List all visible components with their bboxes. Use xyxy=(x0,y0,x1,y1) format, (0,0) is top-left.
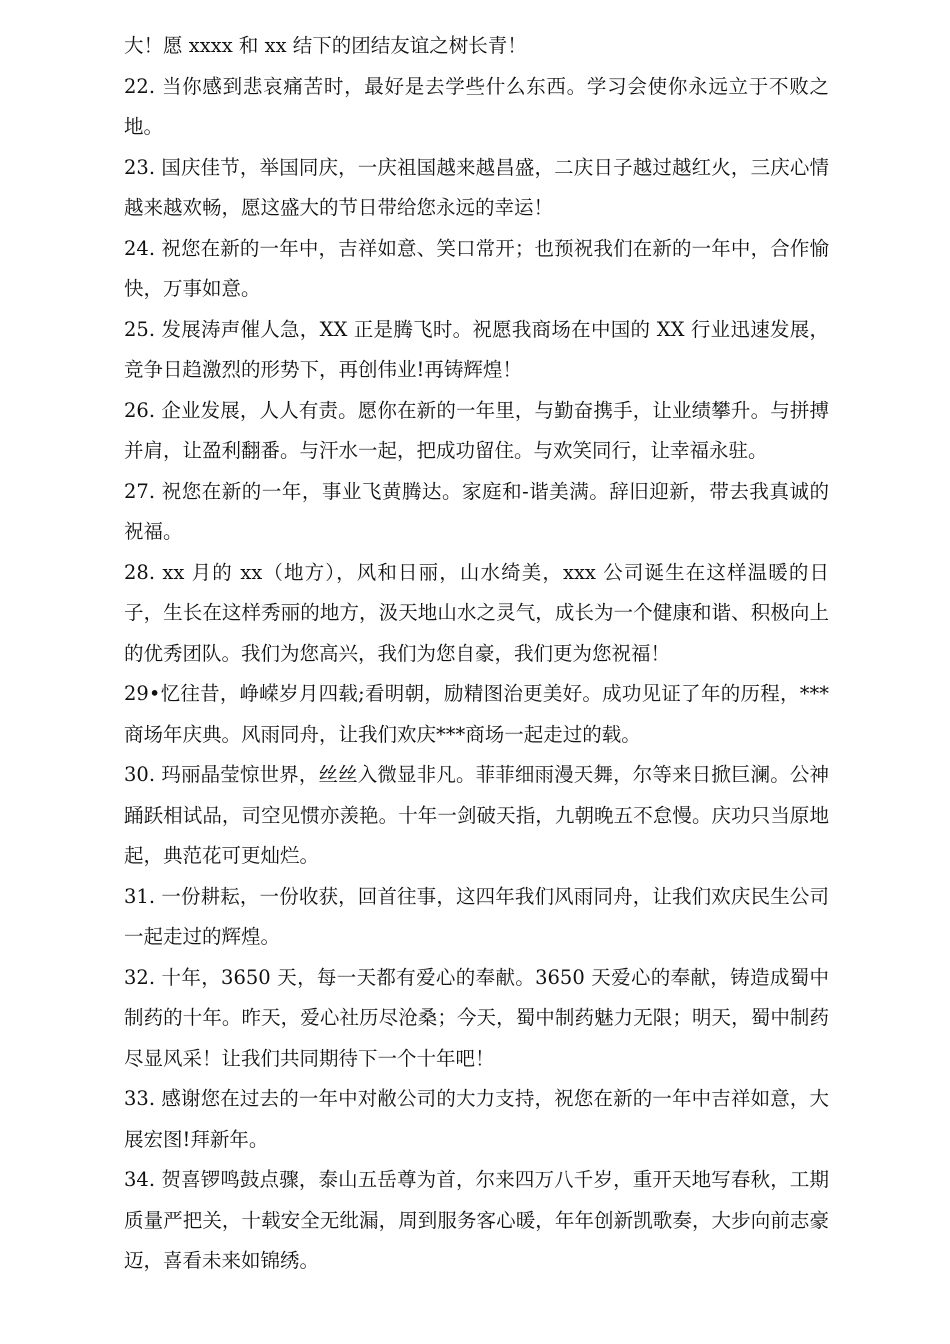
paragraph-31: 31. 一份耕耘，一份收获，回首往事，这四年我们风雨同舟，让我们欢庆民生公司一起走过的辉煌。 xyxy=(124,884,829,948)
paragraph-23: 23. 国庆佳节，举国同庆，一庆祖国越来越昌盛，二庆日子越过越红火，三庆心情越来越欢畅，愿这盛大的节日带给您永远的幸运！ xyxy=(124,155,829,219)
paragraph-continuation: 大！愿 xxxx 和 xx 结下的团结友谊之树长青！ xyxy=(124,34,527,57)
paragraph-26: 26. 企业发展，人人有责。愿你在新的一年里，与勤奋携手，让业绩攀升。与拼搏并肩，让盈利翻番。与汗水一起，把成功留住。与欢笑同行，让幸福永驻。 xyxy=(124,398,829,462)
paragraph-24: 24. 祝您在新的一年中，吉祥如意、笑口常开；也预祝我们在新的一年中，合作愉快，万事如意。 xyxy=(124,236,829,300)
paragraph-34: 34. 贺喜锣鸣鼓点骤，泰山五岳尊为首，尔来四万八千岁，重开天地写春秋，工期质量严把关，十载安全无纰漏，周到服务客心暖，年年创新凯歌奏，大步向前志豪迈，喜看未来如锦绣。 xyxy=(124,1168,829,1272)
paragraph-30: 30. 玛丽晶莹惊世界，丝丝入微显非凡。菲菲细雨漫天舞，尔等来日掀巨澜。公神踊跃相试品，司空见惯亦羡艳。十年一剑破天指，九朝晚五不怠慢。庆功只当原地起，典范花可更灿烂。 xyxy=(124,763,829,867)
paragraph-33: 33. 感谢您在过去的一年中对敝公司的大力支持，祝您在新的一年中吉祥如意，大展宏图!拜新年。 xyxy=(124,1087,829,1151)
paragraph-22: 22. 当你感到悲哀痛苦时，最好是去学些什么东西。学习会使你永远立于不败之地。 xyxy=(124,74,829,138)
paragraph-28: 28. xx 月的 xx（地方），风和日丽，山水绮美，xxx 公司诞生在这样温暖的日子，生长在这样秀丽的地方，汲天地山水之灵气，成长为一个健康和谐、积极向上的优秀团队。我们为您高兴，我们为您自豪，我们更为您祝福！ xyxy=(124,560,829,665)
paragraph-32: 32. 十年，3650 天，每一天都有爱心的奉献。3650 天爱心的奉献，铸造成蜀中制药的十年。昨天，爱心社历尽沧桑；今天，蜀中制药魅力无限；明天，蜀中制药尽显风采！让我们共同期待下一个十年吧！ xyxy=(124,965,829,1070)
paragraph-29: 29•忆往昔，峥嵘岁月四载;看明朝，励精图治更美好。成功见证了年的历程，***商场年庆典。风雨同舟，让我们欢庆***商场一起走过的载。 xyxy=(124,682,829,746)
document-body xyxy=(124,26,829,1282)
paragraph-27: 27. 祝您在新的一年，事业飞黄腾达。家庭和-谐美满。辞旧迎新，带去我真诚的祝福。 xyxy=(124,479,829,543)
paragraph-25: 25. 发展涛声催人急，XX 正是腾飞时。祝愿我商场在中国的 XX 行业迅速发展，竞争日趋激烈的形势下，再创伟业!再铸辉煌！ xyxy=(124,317,829,381)
